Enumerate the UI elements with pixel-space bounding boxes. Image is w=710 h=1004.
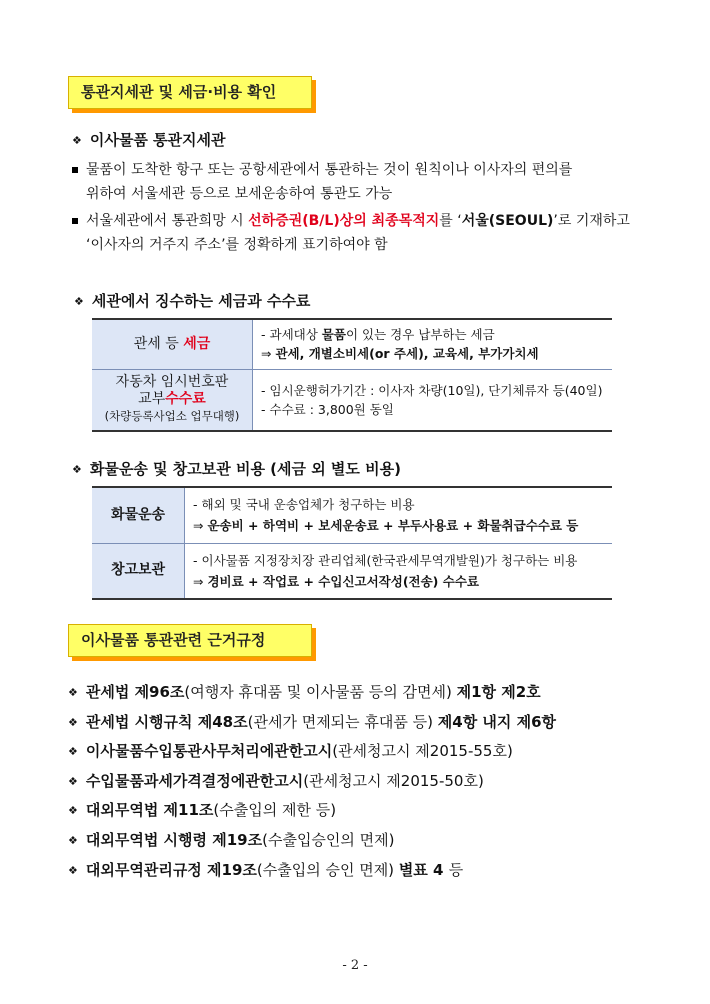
- section-banner-customs: 통관지세관 및 세금·비용 확인: [68, 76, 312, 109]
- square-bullet-icon: [72, 218, 78, 224]
- bullet-arrival-port: [86, 160, 656, 204]
- bullet-text-line: 물품이 도착한 항구 또는 공항세관에서 통관하는 것이 원칙이나 이사자의 편의를: [86, 162, 573, 178]
- diamond-bullet-icon: ❖: [68, 775, 78, 788]
- bullet-text-line: 서울세관에서 통관희망 시 선하증권(B/L)상의 최종목적지를 ‘서울(SEOUL)’로 기재하고: [86, 213, 630, 229]
- legal-basis-item: ❖ 관세법 시행규칙 제48조(관세가 면제되는 휴대품 등) 제4항 내지 제6항: [68, 713, 557, 731]
- row-content-tax: - 과세대상 물품이 있는 경우 납부하는 세금 ⇒ 관세, 개별소비세(or 주세), 교육세, 부가가치세: [261, 327, 539, 362]
- legal-basis-item: ❖ 이사물품수입통관사무처리에관한고시(관세청고시 제2015-55호): [68, 742, 513, 760]
- table-row: [92, 487, 612, 543]
- diamond-bullet-icon: ❖: [74, 295, 84, 308]
- row-content-storage: - 이사물품 지정장치장 관리업체(한국관세무역개발원)가 청구하는 비용 ⇒ 경비료 + 작업료 + 수입신고서작성(전송) 수수료: [193, 552, 578, 589]
- diamond-bullet-icon: ❖: [68, 864, 78, 877]
- diamond-bullet-icon: ❖: [72, 134, 82, 147]
- legal-basis-item: ❖ 대외무역법 시행령 제19조(수출입승인의 면제): [68, 831, 395, 849]
- table-row: [92, 543, 612, 599]
- taxes-table: [92, 318, 612, 432]
- diamond-bullet-icon: ❖: [68, 745, 78, 758]
- heading-text: 세관에서 징수하는 세금과 수수료: [91, 292, 311, 310]
- row-label-plate-fee: 자동차 임시번호판 교부수수료 (차량등록사업소 업무대행): [92, 369, 253, 431]
- legal-basis-item: ❖ 대외무역법 제11조(수출입의 제한 등): [68, 801, 337, 819]
- section-banner-legal-basis: 이사물품 통관관련 근거규정: [68, 624, 312, 657]
- row-label-freight: 화물운송: [92, 487, 185, 543]
- legal-basis-item: ❖ 관세법 제96조(여행자 휴대품 및 이사물품 등의 감면세) 제1항 제2호: [68, 683, 541, 701]
- table-row: [92, 319, 612, 369]
- diamond-bullet-icon: ❖: [72, 463, 82, 476]
- heading-customs-office: [72, 130, 226, 151]
- row-label-tax: 관세 등 세금: [92, 319, 253, 369]
- heading-freight-storage: [72, 459, 401, 480]
- legal-basis-item: ❖ 수입물품과세가격결정에관한고시(관세청고시 제2015-50호): [68, 772, 484, 790]
- table-row: [92, 369, 612, 431]
- diamond-bullet-icon: ❖: [68, 716, 78, 729]
- heading-text: 이사물품 통관지세관: [89, 131, 226, 149]
- row-label-storage: 창고보관: [92, 543, 185, 599]
- heading-taxes-fees: [74, 291, 310, 312]
- diamond-bullet-icon: ❖: [68, 834, 78, 847]
- heading-text: 화물운송 및 창고보관 비용 (세금 외 별도 비용): [89, 460, 401, 478]
- diamond-bullet-icon: ❖: [68, 804, 78, 817]
- bullet-seoul-customs: [86, 211, 656, 255]
- square-bullet-icon: [72, 167, 78, 173]
- diamond-bullet-icon: ❖: [68, 686, 78, 699]
- row-content-freight: - 해외 및 국내 운송업체가 청구하는 비용 ⇒ 운송비 + 하역비 + 보세운송료 + 부두사용료 + 화물취급수수료 등: [193, 497, 579, 534]
- row-content-plate-fee: - 임시운행허가기간 : 이사자 차량(10일), 단기체류자 등(40일) - 수수료 : 3,800원 동일: [261, 382, 603, 417]
- legal-basis-item: ❖ 대외무역관리규정 제19조(수출입의 승인 면제) 별표 4 등: [68, 861, 464, 879]
- bullet-text-line: ‘이사자의 거주지 주소’를 정확하게 표기하여야 함: [86, 237, 388, 253]
- freight-table: [92, 486, 612, 600]
- bullet-text-line: 위하여 서울세관 등으로 보세운송하여 통관도 가능: [86, 186, 393, 202]
- page-number: - 2 -: [342, 958, 368, 973]
